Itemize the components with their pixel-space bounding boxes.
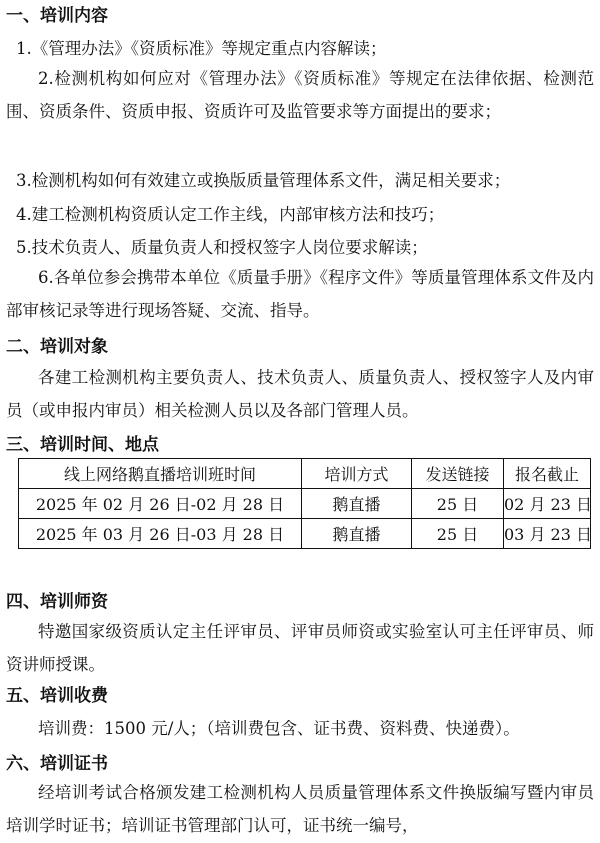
certificate-paragraph: 经培训考试合格颁发建工检测机构人员质量管理体系文件换版编写暨内审员培训学时证书；培训证书管理部门认可，证书统一编号， [6, 783, 594, 835]
section-heading-certificate: 六、培训证书 [6, 754, 108, 774]
content-item-1: 1.《管理办法》《资质标准》等规定重点内容解读； [16, 39, 387, 58]
cell-session-time: 2025 年 02 月 26 日-02 月 28 日 [19, 489, 302, 519]
cell-training-mode: 鹅直播 [302, 489, 412, 519]
section-heading-faculty: 四、培训师资 [6, 592, 108, 612]
content-item-2: 2.检测机构如何应对《管理办法》《资质标准》等规定在法律依据、检测范围、资质条件、资质申报、资质许可及监管要求等方面提出的要求； [6, 69, 594, 121]
cell-send-link: 25 日 [412, 519, 504, 549]
cell-training-mode: 鹅直播 [302, 519, 412, 549]
content-item-6: 6.各单位参会携带本单位《质量手册》《程序文件》等质量管理体系文件及内部审核记录等进行现场答疑、交流、指导。 [6, 268, 594, 320]
content-item-3: 3.检测机构如何有效建立或换版质量管理体系文件，满足相关要求； [16, 171, 511, 190]
header-send-link: 发送链接 [412, 459, 504, 489]
header-session-time: 线上网络鹅直播培训班时间 [19, 459, 302, 489]
section-heading-time-location: 三、培训时间、地点 [6, 435, 159, 455]
content-item-5: 5.技术负责人、质量负责人和授权签字人岗位要求解读； [16, 238, 428, 257]
cell-registration-deadline: 02 月 23 日 [504, 489, 591, 519]
header-registration-deadline: 报名截止 [504, 459, 591, 489]
section-heading-fees: 五、培训收费 [6, 686, 108, 706]
schedule-header-row [19, 459, 591, 489]
cell-send-link: 25 日 [412, 489, 504, 519]
header-training-mode: 培训方式 [302, 459, 412, 489]
table-row [19, 519, 591, 549]
table-row [19, 489, 591, 519]
cell-session-time: 2025 年 03 月 26 日-03 月 28 日 [19, 519, 302, 549]
cell-registration-deadline: 03 月 23 日 [504, 519, 591, 549]
section-heading-training-audience: 二、培训对象 [6, 337, 108, 357]
audience-paragraph: 各建工检测机构主要负责人、技术负责人、质量负责人、授权签字人及内审员（或申报内审员）相关检测人员以及各部门管理人员。 [6, 368, 594, 420]
section-heading-training-content: 一、培训内容 [6, 6, 108, 26]
schedule-table [18, 458, 591, 549]
content-item-4: 4.建工检测机构资质认定工作主线，内部审核方法和技巧； [16, 205, 445, 224]
faculty-paragraph: 特邀国家级资质认定主任评审员、评审员师资或实验室认可主任评审员、师资讲师授课。 [6, 622, 594, 674]
fees-line: 培训费：1500 元/人；（培训费包含、证书费、资料费、快递费）。 [38, 719, 520, 738]
